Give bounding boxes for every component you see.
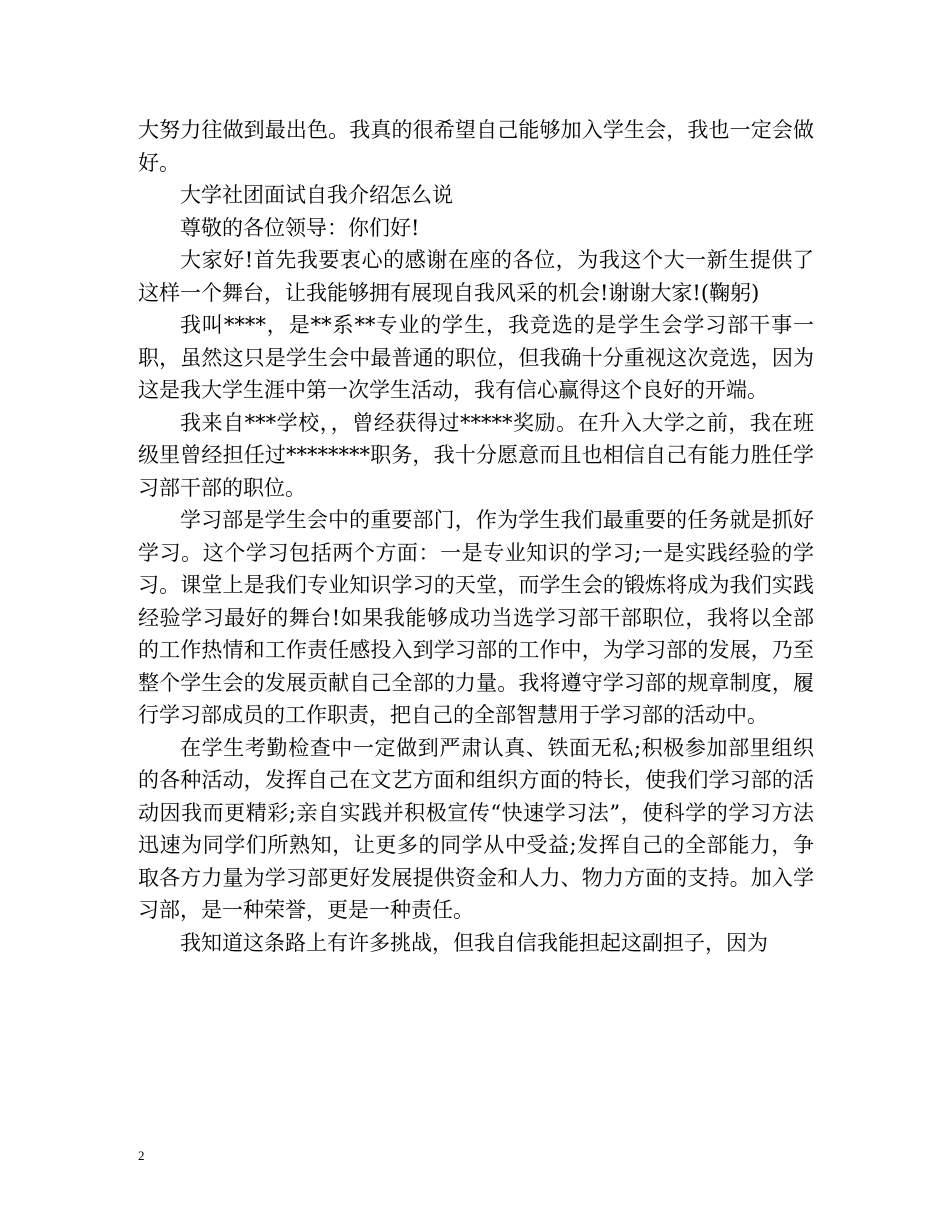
paragraph-plans: 在学生考勤检查中一定做到严肃认真、铁面无私;积极参加部里组织的各种活动，发挥自己在文艺方面和组织方面的特长，使我们学习部的活动因我而更精彩;亲自实践并积极宣传“快速学习法”，使科学的学习方法迅速为同学们所熟知，让更多的同学从中受益;发挥自己的全部能力，争取各方力量为学习部更好发展提供资金和人力、物力方面的支持。加入学习部，是一种荣誉，更是一种责任。 [138, 735, 814, 922]
paragraph-self-intro: 我叫****，是**系**专业的学生，我竞选的是学生会学习部干事一职，虽然这只是学生会中最普通的职位，但我确十分重视这次竞选，因为这是我大学生涯中第一次学生活动，我有信心赢得这个良好的开端。 [138, 313, 814, 402]
paragraph-study-department: 学习部是学生会中的重要部门，作为学生我们最重要的任务就是抓好学习。这个学习包括两个方面：一是专业知识的学习;一是实践经验的学习。课堂上是我们专业知识学习的天堂，而学生会的锻炼将成为我们实践经验学习最好的舞台!如果我能够成功当选学习部干部职位，我将以全部的工作热情和工作责任感投入到学习部的工作中，为学习部的发展，乃至整个学生会的发展贡献自己全部的力量。我将遵守学习部的规章制度，履行学习部成员的工作职责，把自己的全部智慧用于学习部的活动中。 [138, 508, 814, 727]
document-body [138, 114, 814, 959]
paragraph-heading: 大学社团面试自我介绍怎么说 [180, 183, 453, 207]
paragraph-background: 我来自***学校，，曾经获得过*****奖励。在升入大学之前，我在班级里曾经担任过********职务，我十分愿意而且也相信自己有能力胜任学习部干部的职位。 [138, 410, 814, 500]
paragraph-greeting: 大家好!首先我要衷心的感谢在座的各位，为我这个大一新生提供了这样一个舞台，让我能够拥有展现自我风采的机会!谢谢大家!(鞠躬) [138, 248, 814, 305]
page-number: 2 [138, 1148, 145, 1163]
paragraph-1: 大努力往做到最出色。我真的很希望自己能够加入学生会，我也一定会做好。 [138, 118, 814, 175]
paragraph-closing: 我知道这条路上有许多挑战，但我自信我能担起这副担子，因为 [180, 930, 768, 955]
paragraph-salutation: 尊敬的各位领导：你们好! [180, 215, 420, 240]
